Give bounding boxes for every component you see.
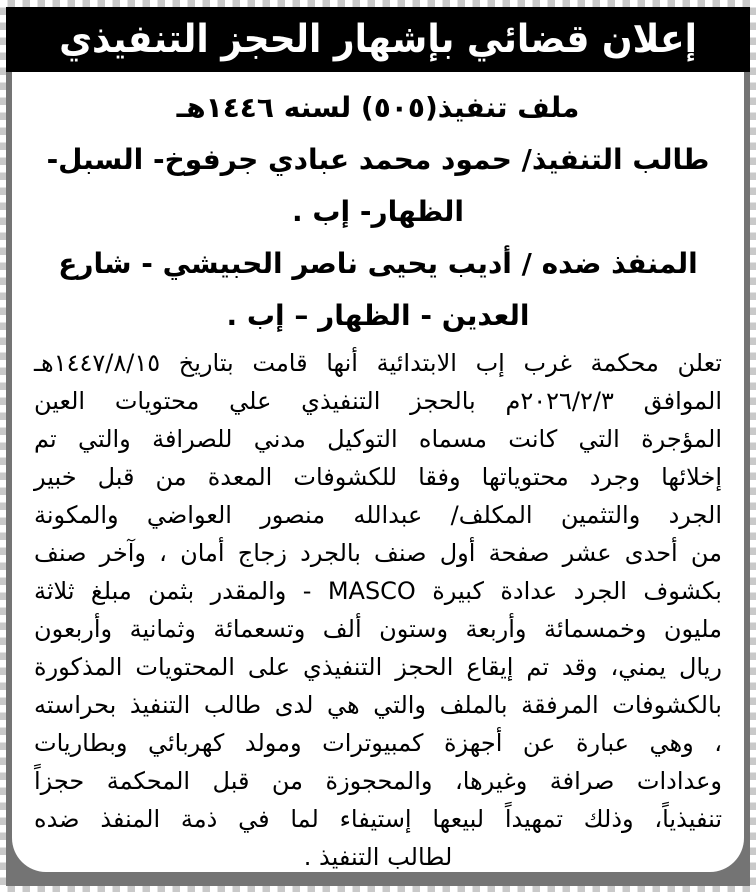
body-line: ، وهي عبارة عن أجهزة كمبيوترات ومولد كهربائي وبطاريات (34, 729, 722, 757)
body-line: بالكشوفات المرفقة بالملف والتي هي لدى طالب التنفيذ بحراسته (34, 691, 722, 719)
body-line: الجرد والتثمين المكلف/ عبدالله منصور العواضي والمكونة (34, 501, 722, 529)
body-line: بكشوف الجرد عدادة كبيرة MASCO - والمقدر بثمن مبلغ ثلاثة (34, 577, 722, 605)
body-line: تعلن محكمة غرب إب الابتدائية أنها قامت بتاريخ ١٤٤٧/٨/١٥هـ (34, 349, 722, 377)
body-line: المؤجرة التي كانت مسماه التوكيل مدني للصرافة والتي تم (34, 425, 722, 453)
notice-header (6, 7, 750, 72)
case-info-line: ملف تنفيذ(٥٠٥) لسنه ١٤٤٦هـ (176, 91, 580, 124)
case-info-line: المنفذ ضده / أديب يحيى ناصر الحبيشي - شارع (58, 247, 698, 280)
case-info-line: الظهار- إب . (292, 195, 464, 228)
notice (6, 7, 750, 886)
gray-frame (6, 72, 750, 886)
body-line: الموافق ٢٠٢٦/٢/٣م بالحجز التنفيذي علي محتويات العين (34, 387, 722, 415)
case-info-line: طالب التنفيذ/ حمود محمد عبادي جرفوخ- السبل- (46, 143, 710, 176)
case-info-line: العدين - الظهار – إب . (226, 299, 530, 332)
body-line: من أحدى عشر صفحة أول صنف بالجرد زجاج أمان ، وآخر صنف (34, 539, 722, 567)
notice-title: إعلان قضائي بإشهار الحجز التنفيذي (59, 17, 697, 62)
body-line: وعدادات صرافة وغيرها، والمحجوزة من قبل المحكمة حجزاً (34, 767, 722, 795)
case-info (34, 82, 722, 342)
body-line: إخلائها وجرد محتوياتها وفقا للكشوفات المعدة من قبل خبير (34, 463, 722, 491)
content-area (12, 72, 744, 872)
body-line: تنفيذياً، وذلك تمهيداً لبيعها إستيفاء لما في ذمة المنفذ ضده (34, 805, 722, 833)
body-line: لطالب التنفيذ . (303, 843, 453, 871)
body-line: ريال يمني، وقد تم إيقاع الحجز التنفيذي على المحتويات المذكورة (34, 653, 722, 681)
notice-body (34, 344, 722, 872)
body-line: مليون وخمسمائة وأربعة وستون ألف وتسعمائة وثمانية وأربعون (34, 615, 722, 643)
